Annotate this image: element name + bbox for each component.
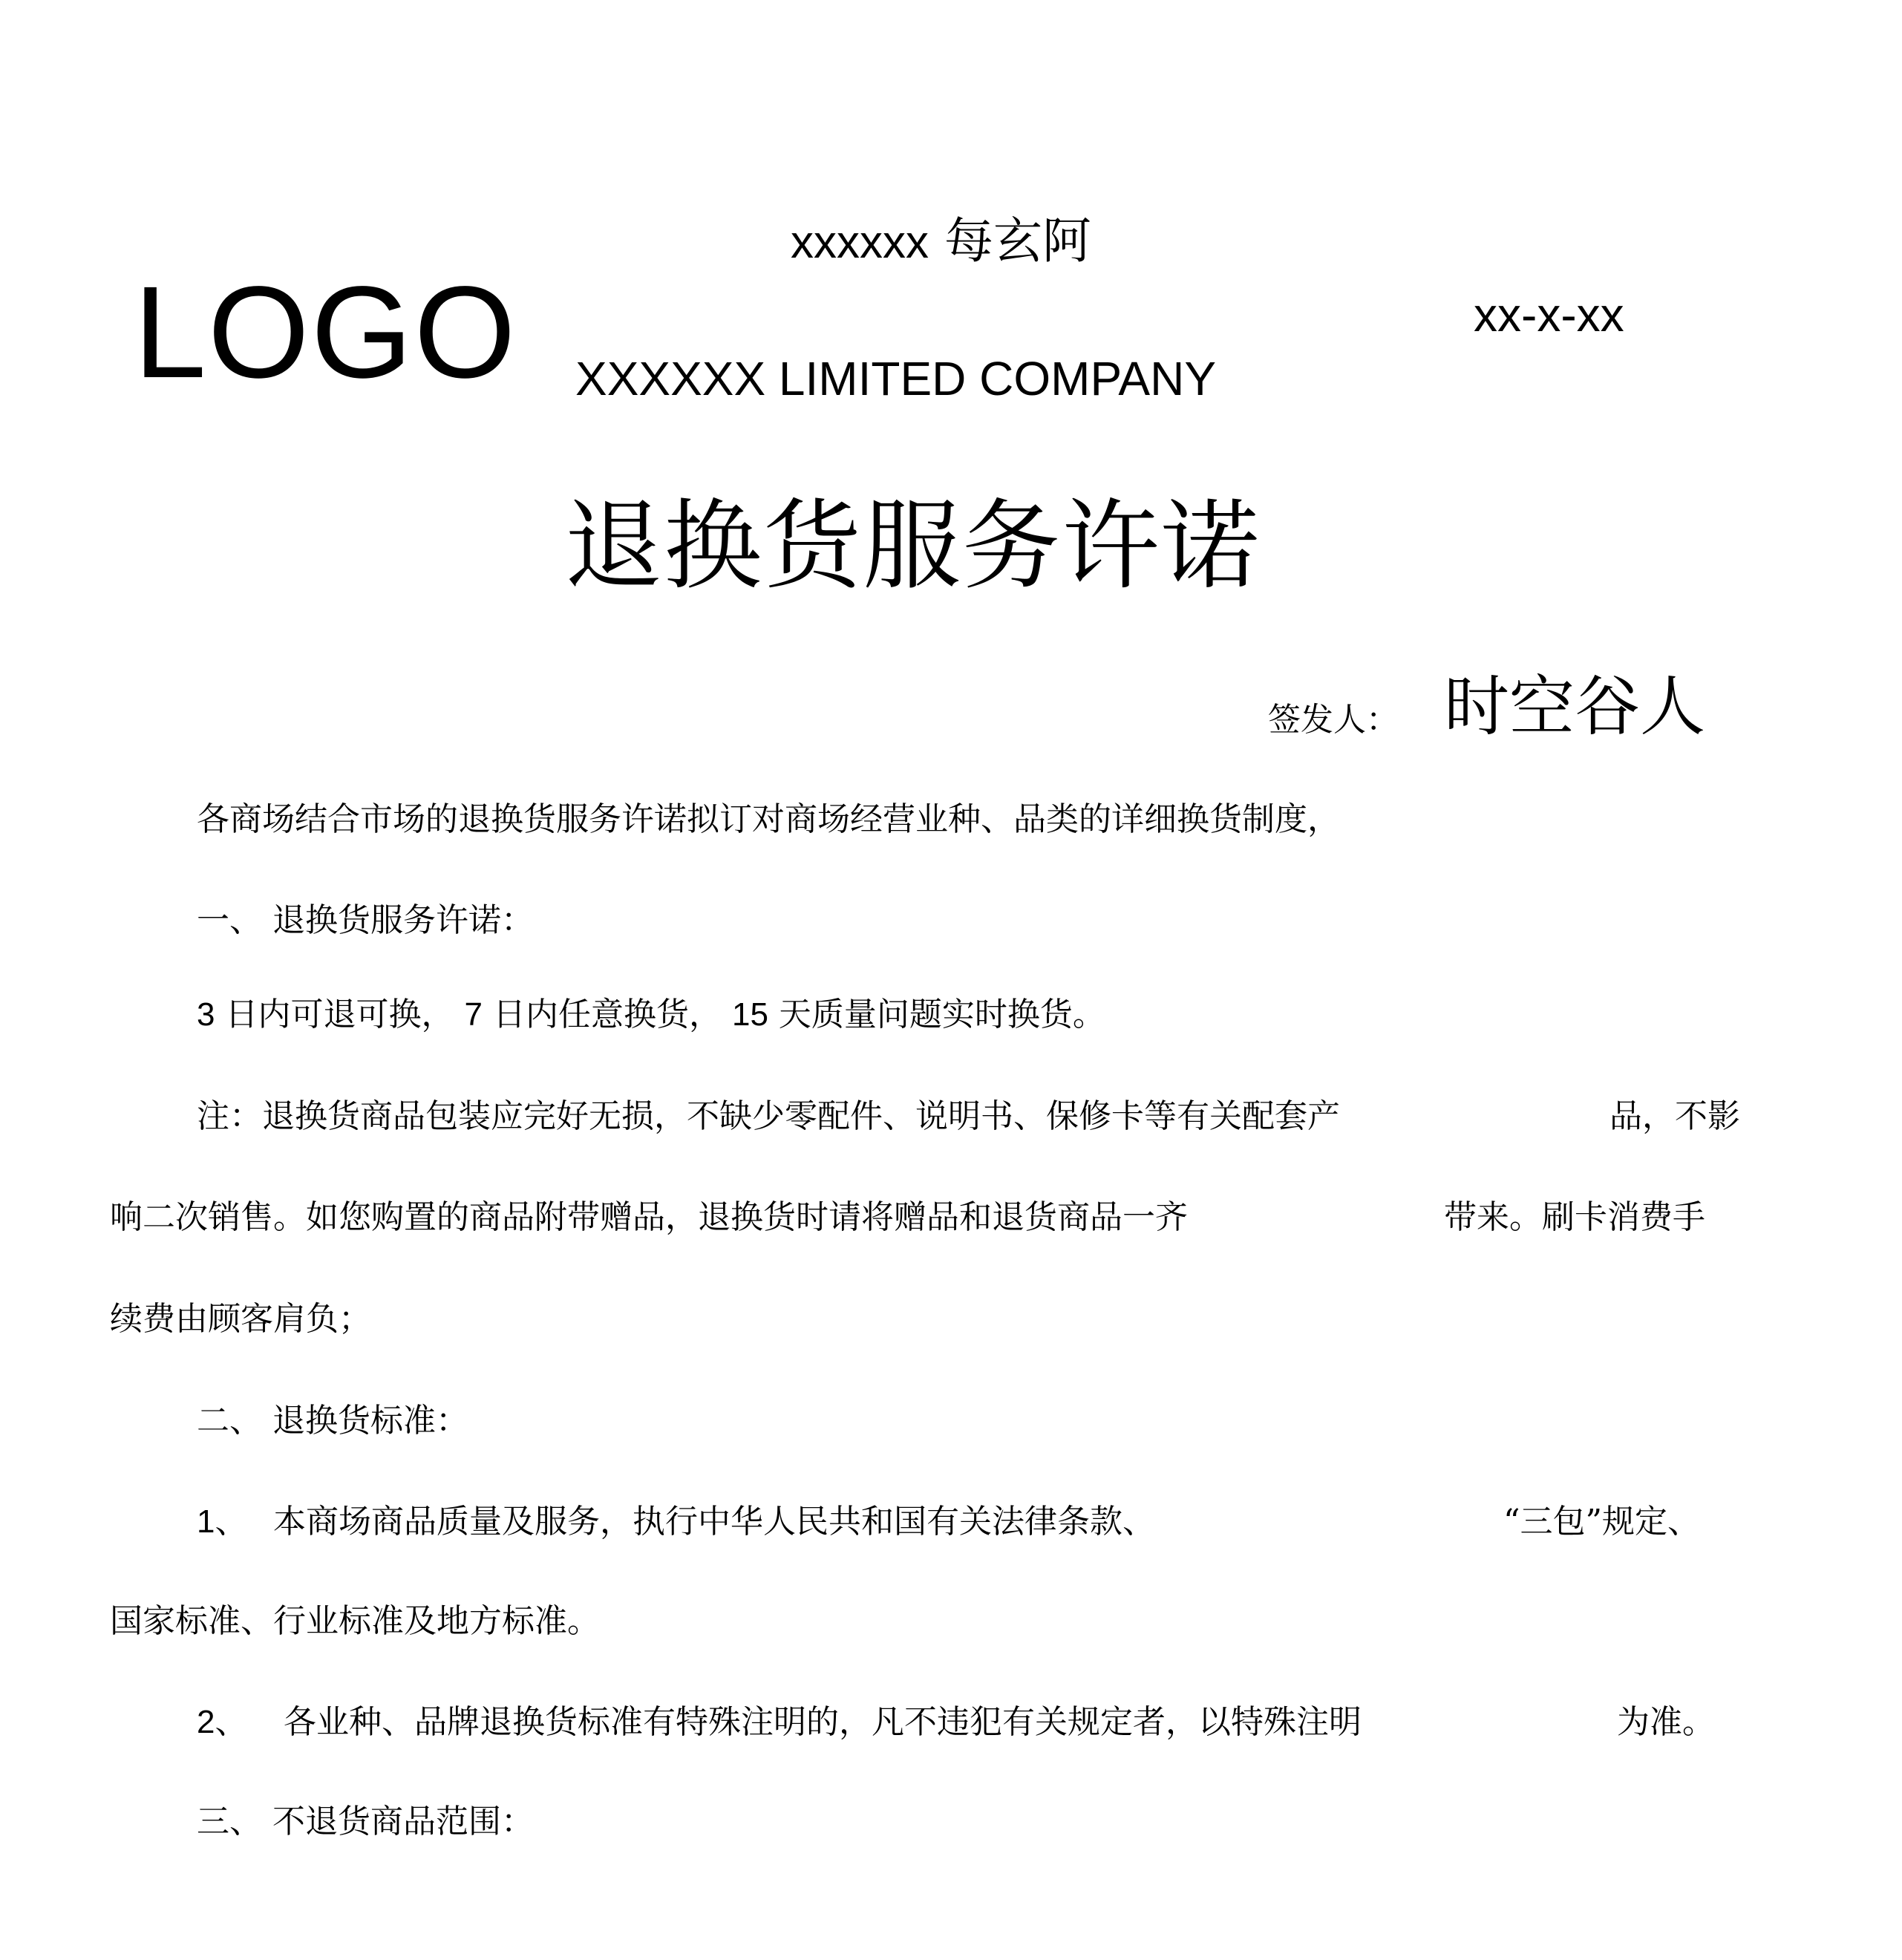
section-2-heading: 二、 退换货标准：	[197, 1402, 468, 1440]
return-days-text: 日内可退可换，	[225, 996, 454, 1033]
document-title: 退换货服务许诺	[564, 489, 1261, 604]
item-1-line-2: 国家标准、行业标准及地方标准。	[110, 1602, 600, 1640]
item-2-number	[197, 1706, 247, 1739]
note-line-1a: 注：退换货商品包装应完好无损，不缺少零配件、说明书、保修卡等有关配套产	[197, 1097, 1340, 1135]
item-2-number-text: 2、	[197, 1704, 248, 1740]
issuer-name: 时空谷人	[1444, 668, 1706, 745]
note-line-2b: 带来。刷卡消费手	[1444, 1198, 1705, 1236]
issuer-label: 签发人：	[1268, 701, 1399, 739]
note-line-2a: 响二次销售。如您购置的商品附带赠品，退换货时请将赠品和退货商品一齐	[110, 1198, 1188, 1236]
company-name-cn-suffix: 每玄阿	[944, 212, 1091, 270]
item-1-number	[197, 1503, 248, 1540]
section-1-heading: 一、 退换货服务许诺：	[197, 901, 534, 939]
item-1-text-b: “三包”规定、	[1503, 1503, 1700, 1541]
logo-placeholder: LOGO	[134, 260, 517, 405]
item-1-text-a: 本商场商品质量及服务，执行中华人民共和国有关法律条款、	[273, 1503, 1155, 1541]
quality-days-text: 天质量问题实时换货。	[778, 996, 1105, 1033]
section-3-heading: 三、 不退货商品范围：	[197, 1803, 534, 1840]
return-days-value: 3	[197, 996, 215, 1033]
exchange-days-text: 日内任意换货，	[492, 996, 722, 1033]
intro-paragraph: 各商场结合市场的退换货服务许诺拟订对商场经营业种、品类的详细换货制度，	[197, 800, 1340, 838]
document-date: xx-x-xx	[1474, 288, 1624, 342]
note-line-1b: 品，不影	[1609, 1097, 1740, 1135]
company-name-cn	[791, 212, 1091, 270]
quality-days-value: 15	[731, 996, 768, 1033]
item-2-text-a: 各业种、品牌退换货标准有特殊注明的，凡不违犯有关规定者，以特殊注明	[284, 1703, 1362, 1741]
exchange-days-value: 7	[464, 996, 483, 1033]
company-name-en: XXXXXX LIMITED COMPANY	[575, 352, 1216, 405]
item-2-text-b: 为准。	[1617, 1703, 1715, 1741]
section-1-terms	[197, 996, 1105, 1033]
item-1-number-text: 1、	[197, 1503, 248, 1540]
company-name-cn-prefix: xxxxxx	[791, 217, 929, 268]
note-line-3: 续费由顾客肩负；	[110, 1300, 371, 1338]
